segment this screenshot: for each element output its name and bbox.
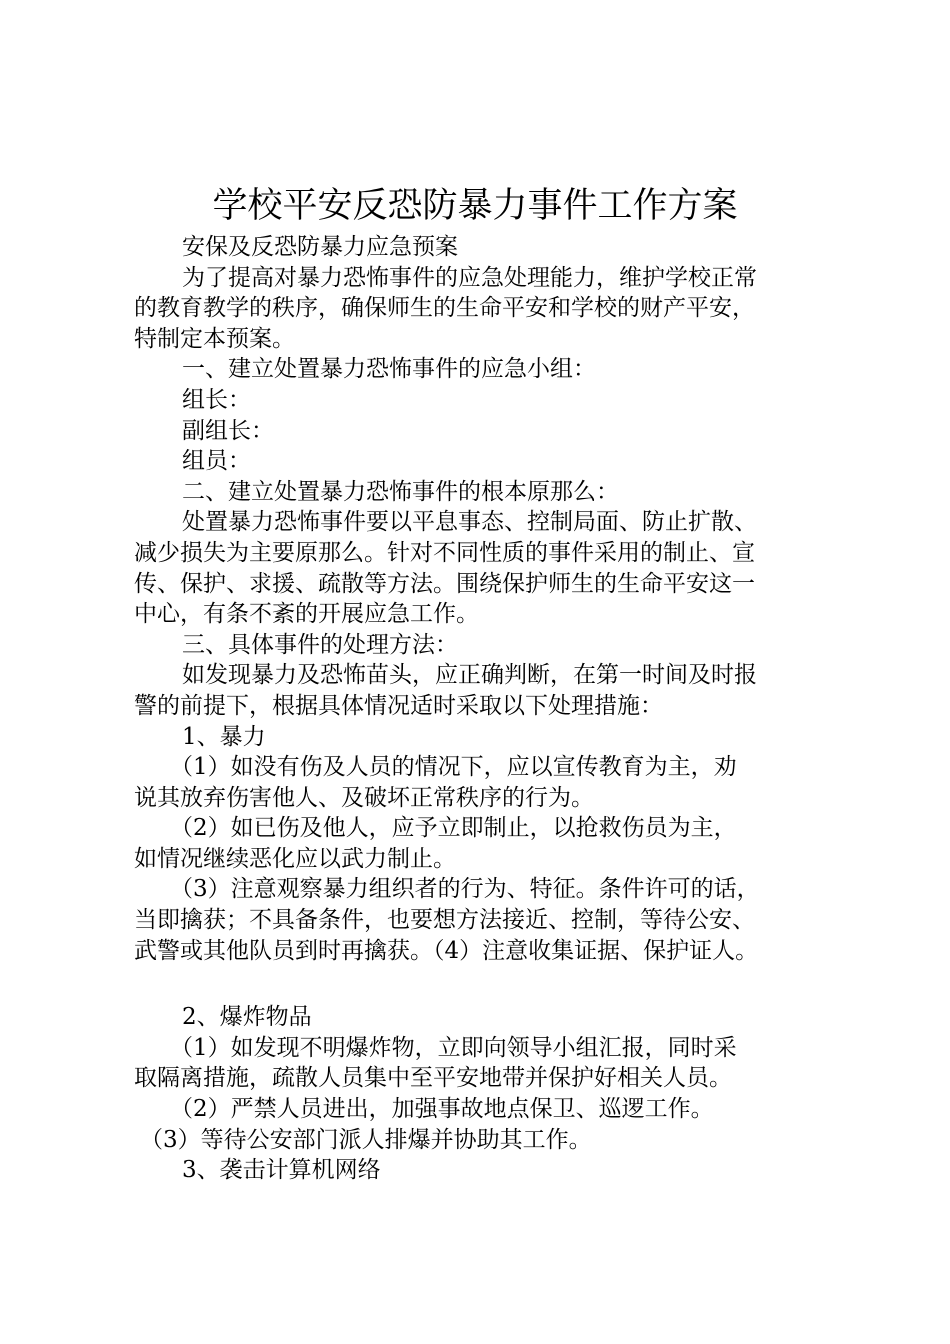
- section-heading: 一、建立处置暴力恐怖事件的应急小组：: [182, 356, 596, 383]
- list-item-line: 说其放弃伤害他人、及破坏正常秩序的行为。: [134, 784, 594, 811]
- paragraph-line: 特制定本预案。: [134, 325, 295, 352]
- list-item-line: （1）如发现不明爆炸物，立即向领导小组汇报，同时采: [170, 1034, 737, 1061]
- paragraph-line: 副组长：: [182, 417, 274, 444]
- subtitle-line: 安保及反恐防暴力应急预案: [182, 234, 458, 260]
- list-item-line: （2）严禁人员进出，加强事故地点保卫、巡逻工作。: [170, 1096, 714, 1123]
- list-item-line: （3）注意观察暴力组织者的行为、特征。条件许可的话，: [170, 876, 760, 903]
- list-item-line: （3）等待公安部门派人排爆并协助其工作。: [140, 1126, 592, 1153]
- list-item-line: （2）如已伤及他人，应予立即制止，以抢救伤员为主，: [170, 815, 737, 842]
- list-item-line: 取隔离措施，疏散人员集中至平安地带并保护好相关人员。: [134, 1065, 732, 1092]
- blank-line: [134, 966, 820, 1002]
- paragraph-line: 组员：: [182, 448, 251, 475]
- subsection-heading: 1、暴力: [182, 723, 266, 750]
- list-item-line: 当即擒获；不具备条件，也要想方法接近、控制，等待公安、: [134, 907, 755, 934]
- list-item-line: （1）如没有伤及人员的情况下，应以宣传教育为主，劝: [170, 754, 737, 781]
- paragraph-line: 传、保护、求援、疏散等方法。围绕保护师生的生命平安这一: [134, 570, 755, 597]
- paragraph-line: 的教育教学的秩序，确保师生的生命平安和学校的财产平安，: [134, 295, 755, 322]
- subsection-heading: 3、袭击计算机网络: [182, 1157, 381, 1184]
- section-heading: 二、建立处置暴力恐怖事件的根本原那么：: [182, 478, 619, 505]
- paragraph-line: 如发现暴力及恐怖苗头，应正确判断，在第一时间及时报: [182, 662, 757, 689]
- paragraph-line: 处置暴力恐怖事件要以平息事态、控制局面、防止扩散、: [182, 509, 757, 536]
- section-heading: 三、具体事件的处理方法：: [182, 631, 458, 658]
- document-title: 学校平安反恐防暴力事件工作方案: [212, 186, 738, 226]
- paragraph-line: 为了提高对暴力恐怖事件的应急处理能力，维护学校正常: [182, 264, 757, 291]
- paragraph-line: 警的前提下，根据具体情况适时采取以下处理措施：: [134, 692, 663, 719]
- paragraph-line: 中心，有条不紊的开展应急工作。: [134, 601, 479, 628]
- paragraph-line: 组长：: [182, 386, 251, 413]
- list-item-line: 武警或其他队员到时再擒获。（4）注意收集证据、保护证人。: [134, 937, 759, 964]
- list-item-line: 如情况继续恶化应以武力制止。: [134, 845, 456, 872]
- subsection-heading: 2、爆炸物品: [182, 1004, 312, 1031]
- paragraph-line: 减少损失为主要原那么。针对不同性质的事件采用的制止、宣: [134, 539, 755, 566]
- document-body: [134, 232, 820, 1186]
